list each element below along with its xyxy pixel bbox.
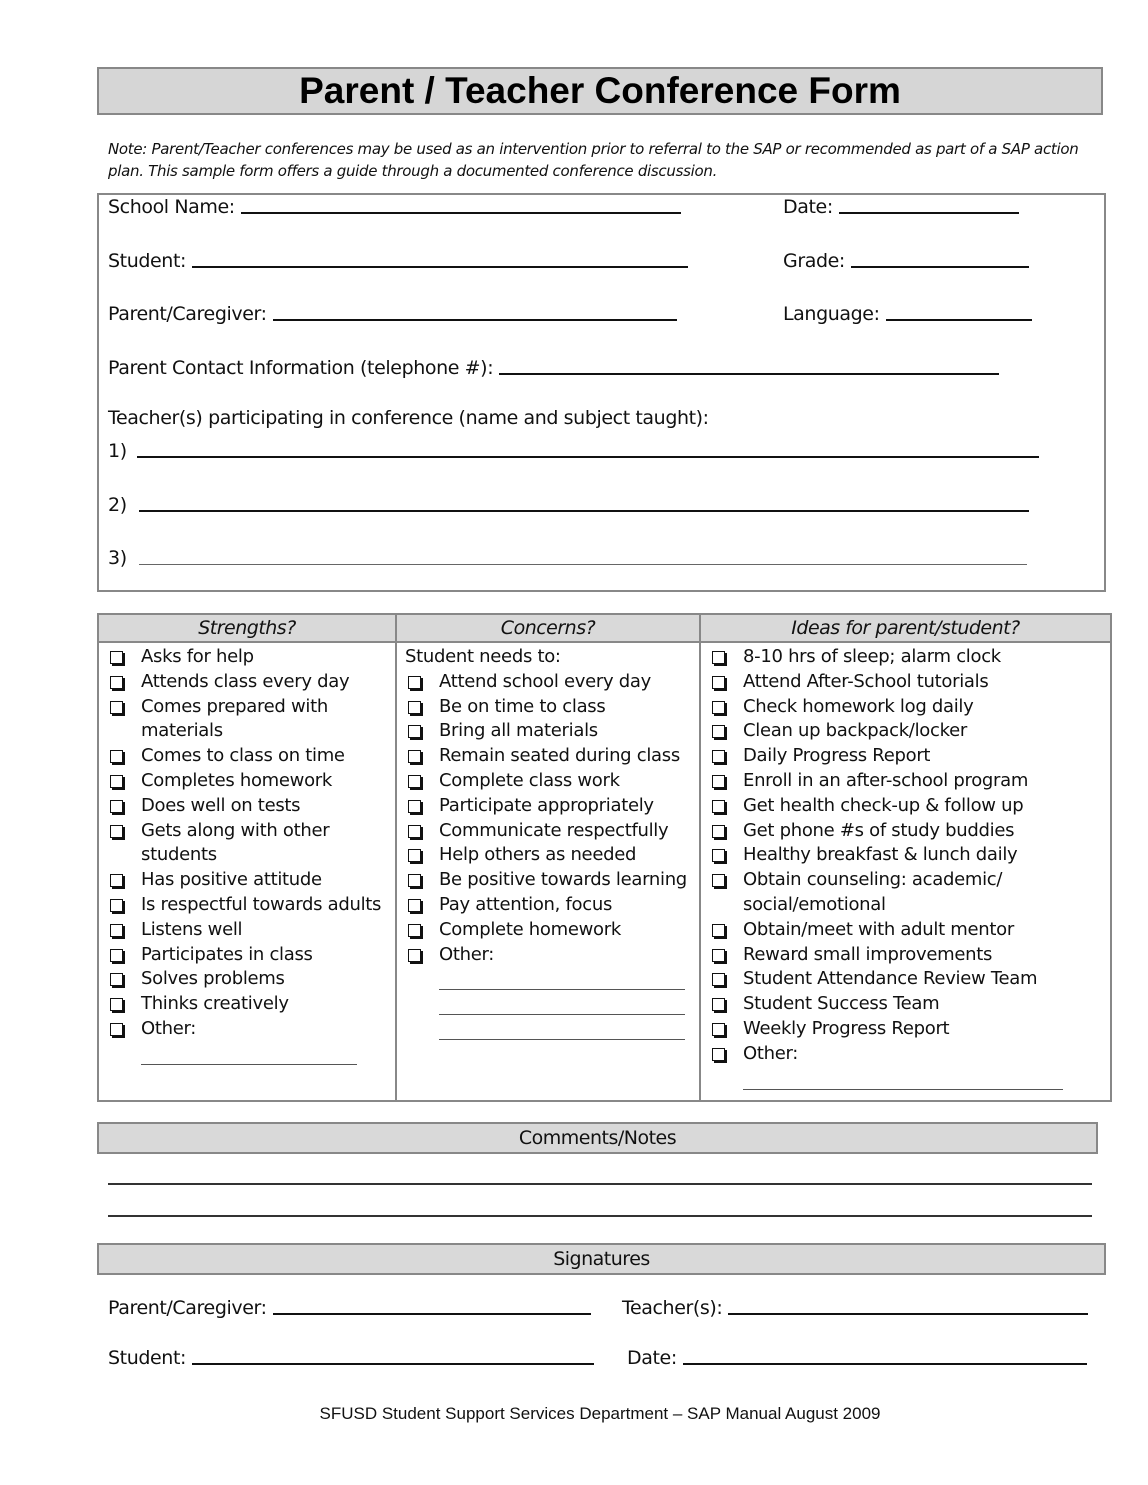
- checkbox-icon[interactable]: [407, 819, 425, 844]
- grade-field[interactable]: [783, 250, 1029, 272]
- checkbox-icon[interactable]: [711, 1042, 729, 1067]
- concerns-item[interactable]: [397, 943, 699, 968]
- comments-line-1[interactable]: [108, 1183, 1092, 1185]
- strengths-item-label: Solves problems: [141, 968, 285, 990]
- checkbox-icon[interactable]: [711, 943, 729, 968]
- strengths-item[interactable]: [99, 943, 395, 968]
- checkbox-icon[interactable]: [109, 744, 127, 769]
- ideas-item-label: Student Attendance Review Team: [743, 968, 1038, 990]
- concerns-other-line-3[interactable]: [439, 1015, 685, 1040]
- concerns-item[interactable]: [397, 843, 699, 868]
- sig-teachers-field[interactable]: [622, 1297, 1088, 1319]
- checkbox-icon[interactable]: [711, 868, 729, 918]
- ideas-item-label: Clean up backpack/locker: [743, 720, 967, 742]
- concerns-item[interactable]: [397, 893, 699, 918]
- checkbox-icon[interactable]: [109, 670, 127, 695]
- concerns-header: Concerns?: [396, 614, 700, 642]
- ideas-item-label: Healthy breakfast & lunch daily: [743, 844, 1018, 866]
- teacher-1-field[interactable]: [108, 440, 1039, 462]
- strengths-item[interactable]: [99, 769, 395, 794]
- strengths-item[interactable]: [99, 819, 395, 869]
- checkbox-icon[interactable]: [407, 918, 425, 943]
- checkbox-icon[interactable]: [109, 1017, 127, 1042]
- teacher-2-field[interactable]: [108, 494, 1029, 516]
- checkbox-icon[interactable]: [407, 769, 425, 794]
- checkbox-icon[interactable]: [407, 744, 425, 769]
- sig-student-field[interactable]: [108, 1347, 594, 1369]
- checkbox-icon[interactable]: [407, 670, 425, 695]
- teacher-2-label: 2): [108, 494, 127, 516]
- ideas-item-label: Other:: [743, 1042, 799, 1064]
- checkbox-icon[interactable]: [407, 695, 425, 720]
- checkbox-icon[interactable]: [407, 943, 425, 968]
- concerns-item[interactable]: [397, 695, 699, 720]
- checkbox-icon[interactable]: [711, 719, 729, 744]
- ideas-item-label: 8-10 hrs of sleep; alarm clock: [743, 646, 1001, 667]
- student-field[interactable]: [108, 250, 688, 272]
- sig-date-field[interactable]: [627, 1347, 1087, 1369]
- strengths-item[interactable]: [99, 645, 395, 670]
- ideas-item-label: Obtain/meet with adult mentor: [743, 918, 1014, 940]
- checkbox-icon[interactable]: [407, 893, 425, 918]
- teacher-3-field[interactable]: [108, 547, 1027, 569]
- ideas-item-label: Enroll in an after-school program: [743, 769, 1029, 791]
- strengths-header: Strengths?: [98, 614, 396, 642]
- concerns-item[interactable]: [397, 819, 699, 844]
- concerns-item[interactable]: [397, 918, 699, 943]
- sig-parent-label: Parent/Caregiver:: [108, 1297, 267, 1319]
- ideas-item[interactable]: [701, 670, 1110, 695]
- grade-label: Grade:: [783, 250, 845, 272]
- ideas-item[interactable]: [701, 744, 1110, 769]
- ideas-item-label: Weekly Progress Report: [743, 1017, 950, 1039]
- ideas-item[interactable]: [701, 992, 1110, 1017]
- ideas-header: Ideas for parent/student?: [700, 614, 1111, 642]
- concerns-other-line-2[interactable]: [439, 990, 685, 1015]
- strengths-list: [99, 643, 395, 1042]
- ideas-item[interactable]: [701, 719, 1110, 744]
- strengths-item[interactable]: [99, 868, 395, 893]
- ideas-item[interactable]: [701, 645, 1110, 670]
- strengths-item[interactable]: [99, 794, 395, 819]
- concerns-item-label: Complete homework: [439, 918, 621, 940]
- contact-field[interactable]: [108, 357, 999, 379]
- form-title: Parent / Teacher Conference Form: [299, 70, 901, 111]
- ideas-item-label: Get health check-up & follow up: [743, 794, 1024, 816]
- concerns-item-label: Complete class work: [439, 769, 620, 791]
- strengths-item[interactable]: [99, 992, 395, 1017]
- school-name-input-line[interactable]: [241, 211, 681, 214]
- checkbox-icon[interactable]: [407, 868, 425, 893]
- ideas-item[interactable]: [701, 918, 1110, 943]
- strengths-item-label: Listens well: [141, 918, 243, 940]
- strengths-item-label: Attends class every day: [141, 670, 350, 692]
- checkbox-icon[interactable]: [109, 695, 127, 745]
- ideas-item-label: Check homework log daily: [743, 695, 974, 717]
- ideas-item-label: Obtain counseling: academic/ social/emotional: [743, 869, 1003, 915]
- concerns-item[interactable]: [397, 769, 699, 794]
- strengths-item-label: Thinks creatively: [141, 993, 289, 1015]
- checkbox-icon[interactable]: [109, 794, 127, 819]
- checkbox-icon[interactable]: [711, 918, 729, 943]
- checkbox-icon[interactable]: [711, 967, 729, 992]
- parent-caregiver-label: Parent/Caregiver:: [108, 303, 267, 325]
- comments-line-2[interactable]: [108, 1215, 1092, 1217]
- checkbox-icon[interactable]: [711, 843, 729, 868]
- concerns-item[interactable]: [397, 670, 699, 695]
- concerns-item-label: Be positive towards learning: [439, 869, 687, 891]
- ideas-item[interactable]: [701, 794, 1110, 819]
- concerns-item-label: Help others as needed: [439, 844, 637, 866]
- strengths-item-label: Asks for help: [141, 646, 254, 667]
- concerns-item-label: Be on time to class: [439, 695, 606, 717]
- sig-student-label: Student:: [108, 1347, 186, 1369]
- signatures-header: Signatures: [97, 1243, 1106, 1275]
- ideas-item-label: Reward small improvements: [743, 943, 993, 965]
- sig-date-label: Date:: [627, 1347, 677, 1369]
- ideas-item[interactable]: [701, 819, 1110, 844]
- ideas-item[interactable]: [701, 769, 1110, 794]
- language-label: Language:: [783, 303, 880, 325]
- comments-header: Comments/Notes: [97, 1122, 1098, 1154]
- contact-label: Parent Contact Information (telephone #):: [108, 357, 494, 379]
- concerns-item[interactable]: [397, 744, 699, 769]
- checkbox-icon[interactable]: [711, 1017, 729, 1042]
- ideas-item[interactable]: [701, 967, 1110, 992]
- concerns-item-label: Other:: [439, 943, 495, 965]
- form-note: Note: Parent/Teacher conferences may be used as an intervention prior to referral to the SAP or recommended as part of a SAP action plan. This sample form offers a guide through a documented conference discussion.: [108, 140, 1079, 180]
- checkbox-icon[interactable]: [109, 992, 127, 1017]
- language-field[interactable]: [783, 303, 1032, 325]
- teacher-3-label: 3): [108, 547, 127, 569]
- teacher-1-label: 1): [108, 440, 127, 462]
- ideas-other-line[interactable]: [743, 1067, 1063, 1090]
- contact-input-line[interactable]: [499, 372, 999, 375]
- strengths-item[interactable]: [99, 670, 395, 695]
- teacher-3-input-line[interactable]: [139, 563, 1027, 565]
- strengths-item-label: Completes homework: [141, 769, 333, 791]
- strengths-item-label: Has positive attitude: [141, 869, 322, 891]
- student-label: Student:: [108, 250, 186, 272]
- checkbox-icon[interactable]: [711, 695, 729, 720]
- parent-caregiver-field[interactable]: [108, 303, 677, 325]
- concerns-column: [396, 642, 700, 1101]
- concerns-item[interactable]: [397, 794, 699, 819]
- ideas-item[interactable]: [701, 843, 1110, 868]
- checkbox-icon[interactable]: [109, 967, 127, 992]
- concerns-item-label: Pay attention, focus: [439, 893, 613, 915]
- strengths-item[interactable]: [99, 893, 395, 918]
- checkbox-icon[interactable]: [109, 868, 127, 893]
- checkbox-icon[interactable]: [711, 769, 729, 794]
- ideas-item-label: Attend After-School tutorials: [743, 670, 989, 692]
- strengths-item-label: Other:: [141, 1017, 197, 1039]
- school-name-field[interactable]: [108, 196, 681, 218]
- checkbox-icon[interactable]: [711, 819, 729, 844]
- strengths-item-label: Comes prepared with materials: [141, 695, 328, 742]
- language-input-line[interactable]: [886, 318, 1032, 321]
- strengths-item[interactable]: [99, 967, 395, 992]
- teacher-2-input-line[interactable]: [139, 509, 1029, 512]
- strengths-item[interactable]: [99, 744, 395, 769]
- ideas-item[interactable]: [701, 1017, 1110, 1042]
- concerns-item-label: Remain seated during class: [439, 745, 680, 767]
- ideas-item[interactable]: [701, 1042, 1110, 1067]
- school-name-label: School Name:: [108, 196, 235, 218]
- concerns-list: [397, 643, 699, 967]
- teacher-1-input-line[interactable]: [137, 455, 1039, 458]
- ideas-item-label: Get phone #s of study buddies: [743, 819, 1015, 841]
- student-input-line[interactable]: [192, 265, 688, 268]
- date-input-line[interactable]: [839, 211, 1019, 214]
- sig-teachers-input-line[interactable]: [728, 1312, 1088, 1315]
- checkbox-icon[interactable]: [711, 992, 729, 1017]
- ideas-list: [701, 643, 1110, 1067]
- ideas-item-label: Student Success Team: [743, 993, 940, 1015]
- strengths-item-label: Participates in class: [141, 943, 313, 965]
- strengths-item[interactable]: [99, 918, 395, 943]
- checkbox-icon[interactable]: [407, 843, 425, 868]
- checkbox-icon[interactable]: [109, 769, 127, 794]
- sig-parent-field[interactable]: [108, 1297, 591, 1319]
- checkbox-icon[interactable]: [711, 794, 729, 819]
- sig-parent-input-line[interactable]: [273, 1312, 591, 1315]
- checkbox-icon[interactable]: [711, 645, 729, 670]
- checkbox-icon[interactable]: [407, 794, 425, 819]
- checkbox-icon[interactable]: [109, 918, 127, 943]
- date-label: Date:: [783, 196, 833, 218]
- sig-student-input-line[interactable]: [192, 1362, 594, 1365]
- strengths-item-label: Is respectful towards adults: [141, 893, 382, 915]
- strengths-item-label: Gets along with other students: [141, 819, 330, 866]
- date-field[interactable]: [783, 196, 1019, 218]
- concerns-item[interactable]: [397, 719, 699, 744]
- checkbox-icon[interactable]: [407, 719, 425, 744]
- checkbox-icon[interactable]: [109, 645, 127, 670]
- strengths-other-line[interactable]: [141, 1042, 357, 1065]
- checkbox-icon[interactable]: [711, 744, 729, 769]
- concerns-intro: Student needs to:: [405, 646, 561, 667]
- checkbox-icon[interactable]: [109, 819, 127, 869]
- assessment-table: [97, 613, 1112, 1102]
- concerns-item[interactable]: [397, 868, 699, 893]
- checkbox-icon[interactable]: [711, 670, 729, 695]
- concerns-other-line-1[interactable]: [439, 967, 685, 990]
- strengths-item-label: Does well on tests: [141, 794, 301, 816]
- parent-caregiver-input-line[interactable]: [273, 318, 677, 321]
- concerns-item-label: Attend school every day: [439, 670, 651, 692]
- ideas-item[interactable]: [701, 868, 1110, 918]
- teachers-heading: Teacher(s) participating in conference (name and subject taught):: [108, 407, 709, 429]
- ideas-item[interactable]: [701, 695, 1110, 720]
- strengths-item-label: Comes to class on time: [141, 745, 345, 767]
- grade-input-line[interactable]: [851, 265, 1029, 268]
- ideas-item[interactable]: [701, 943, 1110, 968]
- ideas-item-label: Daily Progress Report: [743, 745, 931, 767]
- ideas-column: [700, 642, 1111, 1101]
- checkbox-icon[interactable]: [109, 893, 127, 918]
- strengths-item[interactable]: [99, 695, 395, 745]
- checkbox-icon[interactable]: [109, 943, 127, 968]
- sig-teachers-label: Teacher(s):: [622, 1297, 723, 1319]
- concerns-item-label: Communicate respectfully: [439, 819, 669, 841]
- sig-date-input-line[interactable]: [683, 1362, 1087, 1365]
- page-footer: SFUSD Student Support Services Department – SAP Manual August 2009: [319, 1404, 881, 1423]
- concerns-item-label: Participate appropriately: [439, 794, 654, 816]
- concerns-item-label: Bring all materials: [439, 720, 598, 742]
- strengths-column: [98, 642, 396, 1101]
- strengths-item[interactable]: [99, 1017, 395, 1042]
- form-title-bar: [97, 67, 1103, 115]
